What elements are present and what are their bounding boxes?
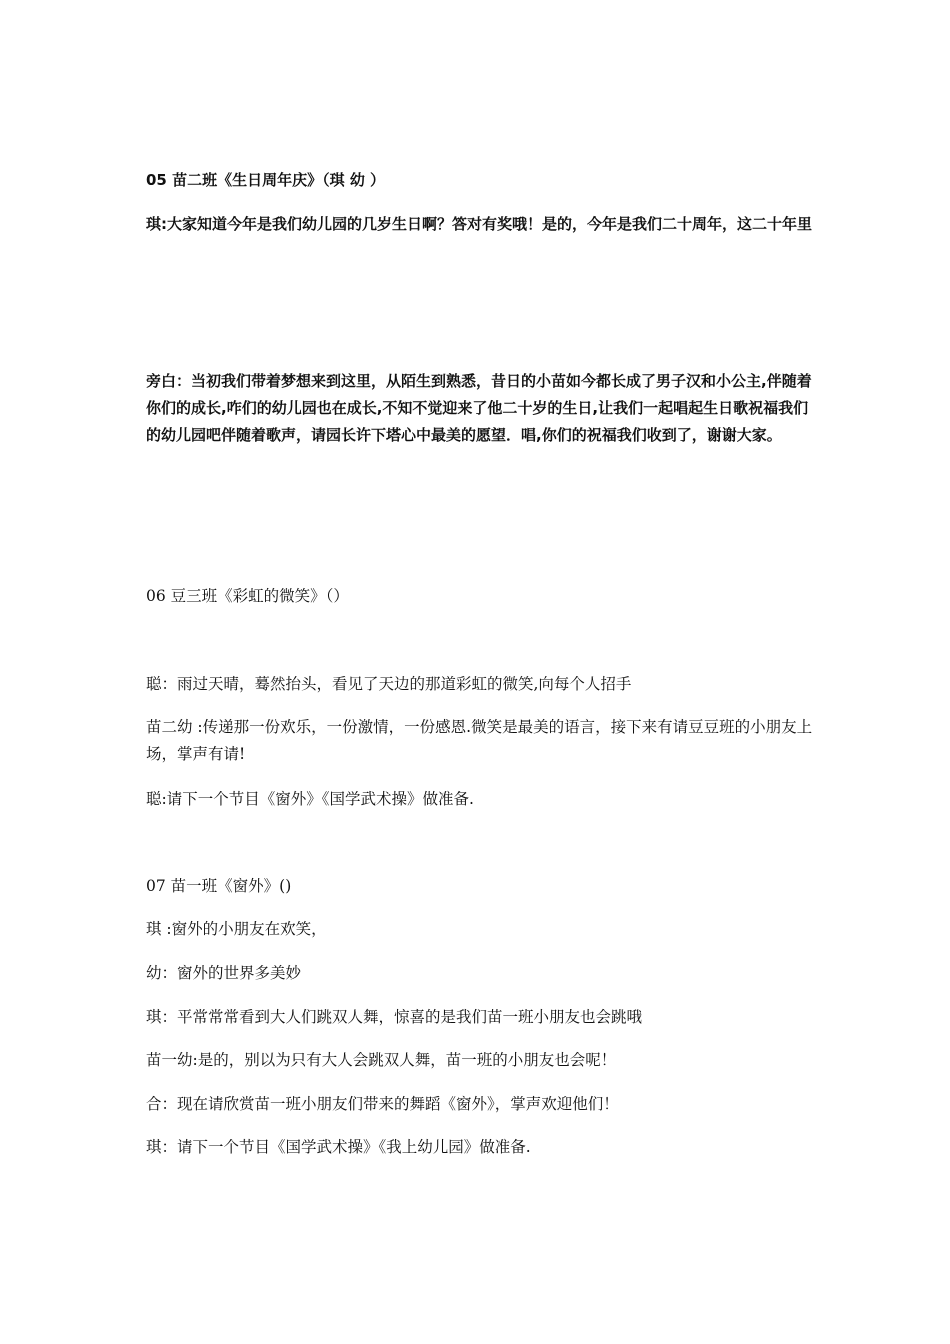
section-06-miao-line: 苗二幼 :传递那一份欢乐，一份激情，一份感恩.微笑是最美的语言，接下来有请豆豆班的小朋友上场，掌声有请! xyxy=(146,718,813,763)
section-06-cong-line-2: 聪:请下一个节目《窗外》《国学武术操》做准备. xyxy=(146,790,474,808)
section-06-cong-line-1: 聪：雨过天晴，蓦然抬头，看见了天边的那道彩虹的微笑,向每个人招手 xyxy=(146,675,632,693)
section-07-you-line: 幼：窗外的世界多美妙 xyxy=(146,964,302,982)
section-07-title: 07 苗一班《窗外》() xyxy=(146,877,292,895)
section-05-narration: 旁白：当初我们带着梦想来到这里，从陌生到熟悉，昔日的小苗如今都长成了男子汉和小公主,伴随着你们的成长,咋们的幼儿园也在成长,不知不觉迎来了他二十岁的生日,让我们一起唱起生日歌祝福我们的幼儿园吧伴随着歌声，请园长许下塔心中最美的愿望．唱,你们的祝福我们收到了，谢谢大家。 xyxy=(146,372,812,444)
section-07-qi-line-2: 琪：平常常常看到大人们跳双人舞，惊喜的是我们苗一班小朋友也会跳哦 xyxy=(146,1008,643,1026)
section-07-he-line: 合：现在请欣赏苗一班小朋友们带来的舞蹈《窗外》，掌声欢迎他们！ xyxy=(146,1095,619,1113)
section-06-title: 06 豆三班《彩虹的微笑》（） xyxy=(146,587,349,605)
section-07-qi-line-3: 琪：请下一个节目《国学武术操》《我上幼儿园》做准备. xyxy=(146,1138,531,1156)
section-07-qi-line-1: 琪 :窗外的小朋友在欢笑， xyxy=(146,920,327,938)
section-05-qi-line: 琪:大家知道今年是我们幼儿园的几岁生日啊？答对有奖哦！是的，今年是我们二十周年，这二十年里 xyxy=(146,215,813,233)
section-07-miao-line: 苗一幼:是的，别以为只有大人会跳双人舞，苗一班的小朋友也会呢！ xyxy=(146,1051,617,1069)
section-05-title: 05 苗二班《生日周年庆》（琪 幼 ） xyxy=(146,171,386,189)
